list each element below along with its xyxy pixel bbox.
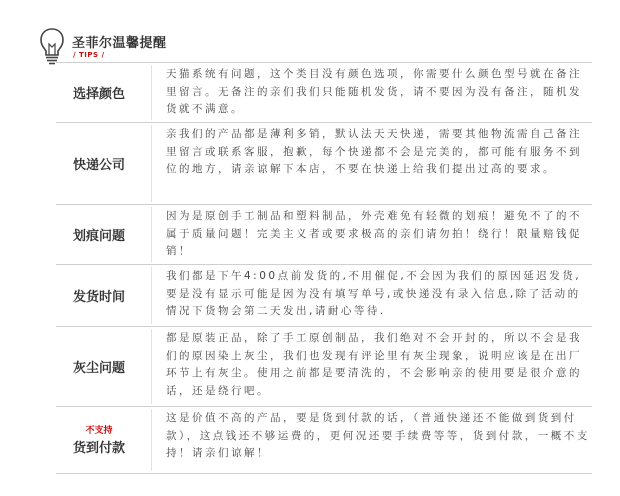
row-label-text: 发货时间 (72, 290, 125, 305)
row-label-text: 灰尘问题 (72, 361, 125, 376)
divider (151, 329, 152, 404)
row-content: 这是价值不高的产品，要是货到付款的话，（普通快递还不能做到货到付款），这点钱还不够运费的，更何况还要手续费等等，货到付款，一概不支持！请亲们谅解！ (166, 412, 590, 459)
divider (151, 207, 152, 262)
notice-row-courier (56, 122, 592, 204)
row-label (56, 205, 142, 264)
divider (151, 409, 152, 471)
lightbulb-icon (38, 26, 66, 66)
divider (151, 65, 152, 120)
notice-row-shipping (56, 264, 592, 326)
row-content: 亲我们的产品都是薄利多销，默认法天天快递，需要其他物流需自己备注里留言或联系客服，抱歉，每个快递都不会是完美的，都可能有服务不到位的地方，请亲谅解下本店，不要在快递上给我们提出过高的要求。 (166, 128, 582, 175)
row-label-text: 选择颜色 (72, 87, 125, 102)
row-content: 我们都是下午4:00点前发货的,不用催促,不会因为我们的原因延迟发货,要是没有显示可能是因为没有填写单号,或快递没有录入信息,除了活动的情况下货物会第二天发出,请耐心等待. (166, 270, 582, 317)
row-label-text: 货到付款 (72, 440, 125, 456)
row-content: 因为是原创手工制品和塑料制品，外壳难免有轻微的划痕！避免不了的不属于质量问题！完美主义者或要求极高的亲们请勿拍！绕行！限量赔钱促销！ (166, 210, 582, 257)
row-label-text: 快递公司 (72, 158, 125, 173)
row-label (56, 63, 142, 122)
notice-table (56, 62, 592, 474)
row-label-text: 划痕问题 (72, 229, 125, 244)
row-label (56, 327, 142, 406)
tips-subtitle: / TIPS / (73, 51, 105, 59)
page-title: 圣菲尔温馨提醒 (72, 36, 167, 51)
row-label (56, 407, 142, 473)
notice-row-scratch (56, 204, 592, 264)
row-content: 天猫系统有问题，这个类目没有颜色选项，你需要什么颜色型号就在备注里留言。无备注的亲们我们只能随机发货，请不要因为没有备注，随机发货就不满意。 (166, 68, 582, 115)
divider (151, 267, 152, 324)
not-supported-badge: 不支持 (85, 425, 113, 436)
notice-row-cod (56, 406, 592, 474)
row-content: 都是原装正品，除了手工原创制品，我们绝对不会开封的，所以不会是我们的原因染上灰尘，我们也发现有评论里有灰尘现象，说明应该是在出厂环节上有灰尘。使用之前都是要清洗的，不会影响亲的使用要是很介意的话，还是绕行吧。 (166, 332, 582, 397)
row-label (56, 265, 142, 326)
divider (151, 125, 152, 202)
notice-row-color (56, 62, 592, 122)
notice-row-dust (56, 326, 592, 406)
row-label (56, 123, 142, 204)
